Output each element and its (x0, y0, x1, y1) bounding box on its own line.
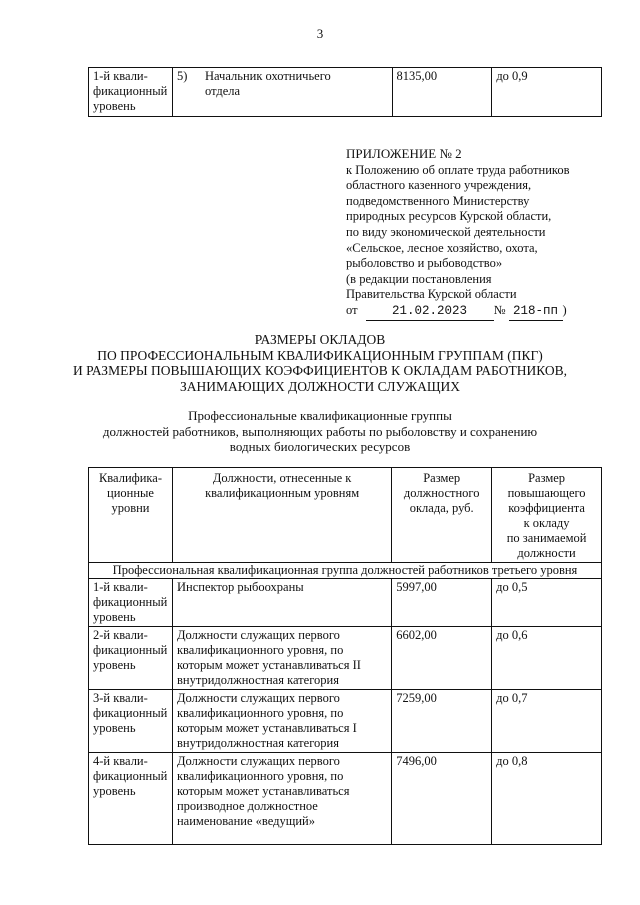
header-salary (392, 468, 492, 563)
position-text: Должности служащих первого квалификационного уровня, по которым может устанавливаться II внутридолжностная категория (176, 628, 361, 687)
header-level-text: Квалифика- ционные уровни (98, 471, 163, 515)
salary-text: 6602,00 (396, 628, 437, 642)
table-row (89, 68, 602, 117)
header-coefficient (492, 468, 602, 563)
position-text: Должности служащих первого квалификационного уровня, по которым может устанавливаться I внутридолжностная категория (176, 691, 357, 750)
position-cell (172, 579, 391, 627)
position-text: Начальник охотничьего отдела (204, 69, 331, 98)
salary-text: 8135,00 (396, 69, 438, 83)
position-text: Инспектор рыбоохраны (176, 580, 304, 594)
salary-text: 5997,00 (396, 580, 437, 594)
position-cell (172, 627, 391, 690)
coefficient-text: до 0,7 (496, 691, 528, 705)
appendix-line: подведомственного Министерству (346, 193, 530, 208)
appendix-line: к Положению об оплате труда работников (346, 162, 570, 177)
edition-number: 218-пп (509, 304, 563, 321)
table-row (89, 579, 602, 627)
coefficient-text: до 0,5 (496, 580, 528, 594)
coefficient-text: до 0,6 (496, 628, 528, 642)
header-row (89, 468, 602, 563)
position-text: Должности служащих первого квалификационного уровня, по которым может устанавливаться производное должностное наименование «ведущий» (176, 754, 350, 828)
level-text: 1-й квали- фикационный уровень (93, 69, 168, 113)
level-text: 4-й квали- фикационный уровень (93, 754, 168, 798)
salary-cell (392, 627, 492, 690)
appendix-line: Правительства Курской области (346, 287, 517, 302)
level-cell (89, 690, 173, 753)
coefficient-cell (492, 627, 602, 690)
close-paren: ) (562, 302, 567, 317)
heading-line: ПО ПРОФЕССИОНАЛЬНЫМ КВАЛИФИКАЦИОННЫМ ГРУППАМ (ПКГ) (97, 347, 543, 363)
appendix-line: по виду экономической деятельности (346, 224, 546, 239)
header-level (89, 468, 173, 563)
level-text: 1-й квали- фикационный уровень (93, 580, 168, 624)
level-text: 3-й квали- фикационный уровень (93, 691, 168, 735)
edition-date-line (346, 303, 616, 321)
table-row (89, 753, 602, 845)
salary-cell (392, 690, 492, 753)
document-subheading (0, 408, 640, 455)
position-cell (172, 690, 391, 753)
number-sign: № (493, 302, 506, 317)
salary-cell (392, 579, 492, 627)
document-heading (0, 332, 640, 394)
position-cell (172, 68, 392, 117)
header-position-text: Должности, отнесенные к квалификационным уровням (205, 471, 360, 500)
coefficient-cell (492, 753, 602, 845)
group-title-row (89, 563, 602, 579)
appendix-line: природных ресурсов Курской области, (346, 209, 552, 224)
table-row (89, 627, 602, 690)
subheading-line: должностей работников, выполняющих работы по рыболовству и сохранению (102, 423, 538, 439)
heading-line: И РАЗМЕРЫ ПОВЫШАЮЩИХ КОЭФФИЦИЕНТОВ К ОКЛАДАМ РАБОТНИКОВ, (72, 363, 568, 379)
coefficient-text: до 0,8 (496, 754, 528, 768)
coefficient-cell (492, 68, 602, 117)
salary-table (88, 467, 602, 845)
position-cell (172, 753, 391, 845)
appendix-line: рыболовство и рыбоводство» (346, 256, 503, 271)
appendix-line: (в редакции постановления (346, 271, 492, 286)
header-salary-text: Размер должностного оклада, руб. (403, 471, 480, 515)
level-cell (89, 68, 173, 117)
position-number: 5) (176, 69, 188, 83)
salary-text: 7259,00 (396, 691, 437, 705)
level-cell (89, 627, 173, 690)
appendix-line: областного казенного учреждения, (346, 178, 532, 193)
appendix-line: «Сельское, лесное хозяйство, охота, (346, 240, 538, 255)
salary-cell (392, 68, 492, 117)
group-title: Профессиональная квалификационная группа должностей работников третьего уровня (89, 563, 602, 579)
heading-line: ЗАНИМАЮЩИХ ДОЛЖНОСТИ СЛУЖАЩИХ (179, 378, 461, 394)
continuation-table (88, 67, 602, 117)
coefficient-cell (492, 690, 602, 753)
level-cell (89, 579, 173, 627)
table-row (89, 690, 602, 753)
coefficient-text: до 0,9 (496, 69, 528, 83)
header-coefficient-text: Размер повышающего коэффициента к окладу по занимаемой должности (506, 471, 587, 560)
ot-label: от (346, 302, 358, 317)
coefficient-cell (492, 579, 602, 627)
appendix-title: ПРИЛОЖЕНИЕ № 2 (346, 146, 462, 161)
header-position (172, 468, 391, 563)
page-number: 3 (316, 26, 324, 41)
level-text: 2-й квали- фикационный уровень (93, 628, 168, 672)
edition-date: 21.02.2023 (366, 304, 494, 321)
appendix-block (346, 146, 616, 321)
salary-text: 7496,00 (396, 754, 437, 768)
heading-line: РАЗМЕРЫ ОКЛАДОВ (254, 332, 386, 347)
subheading-line: водных биологических ресурсов (229, 439, 411, 455)
salary-cell (392, 753, 492, 845)
level-cell (89, 753, 173, 845)
subheading-line: Профессиональные квалификационные группы (188, 408, 452, 423)
